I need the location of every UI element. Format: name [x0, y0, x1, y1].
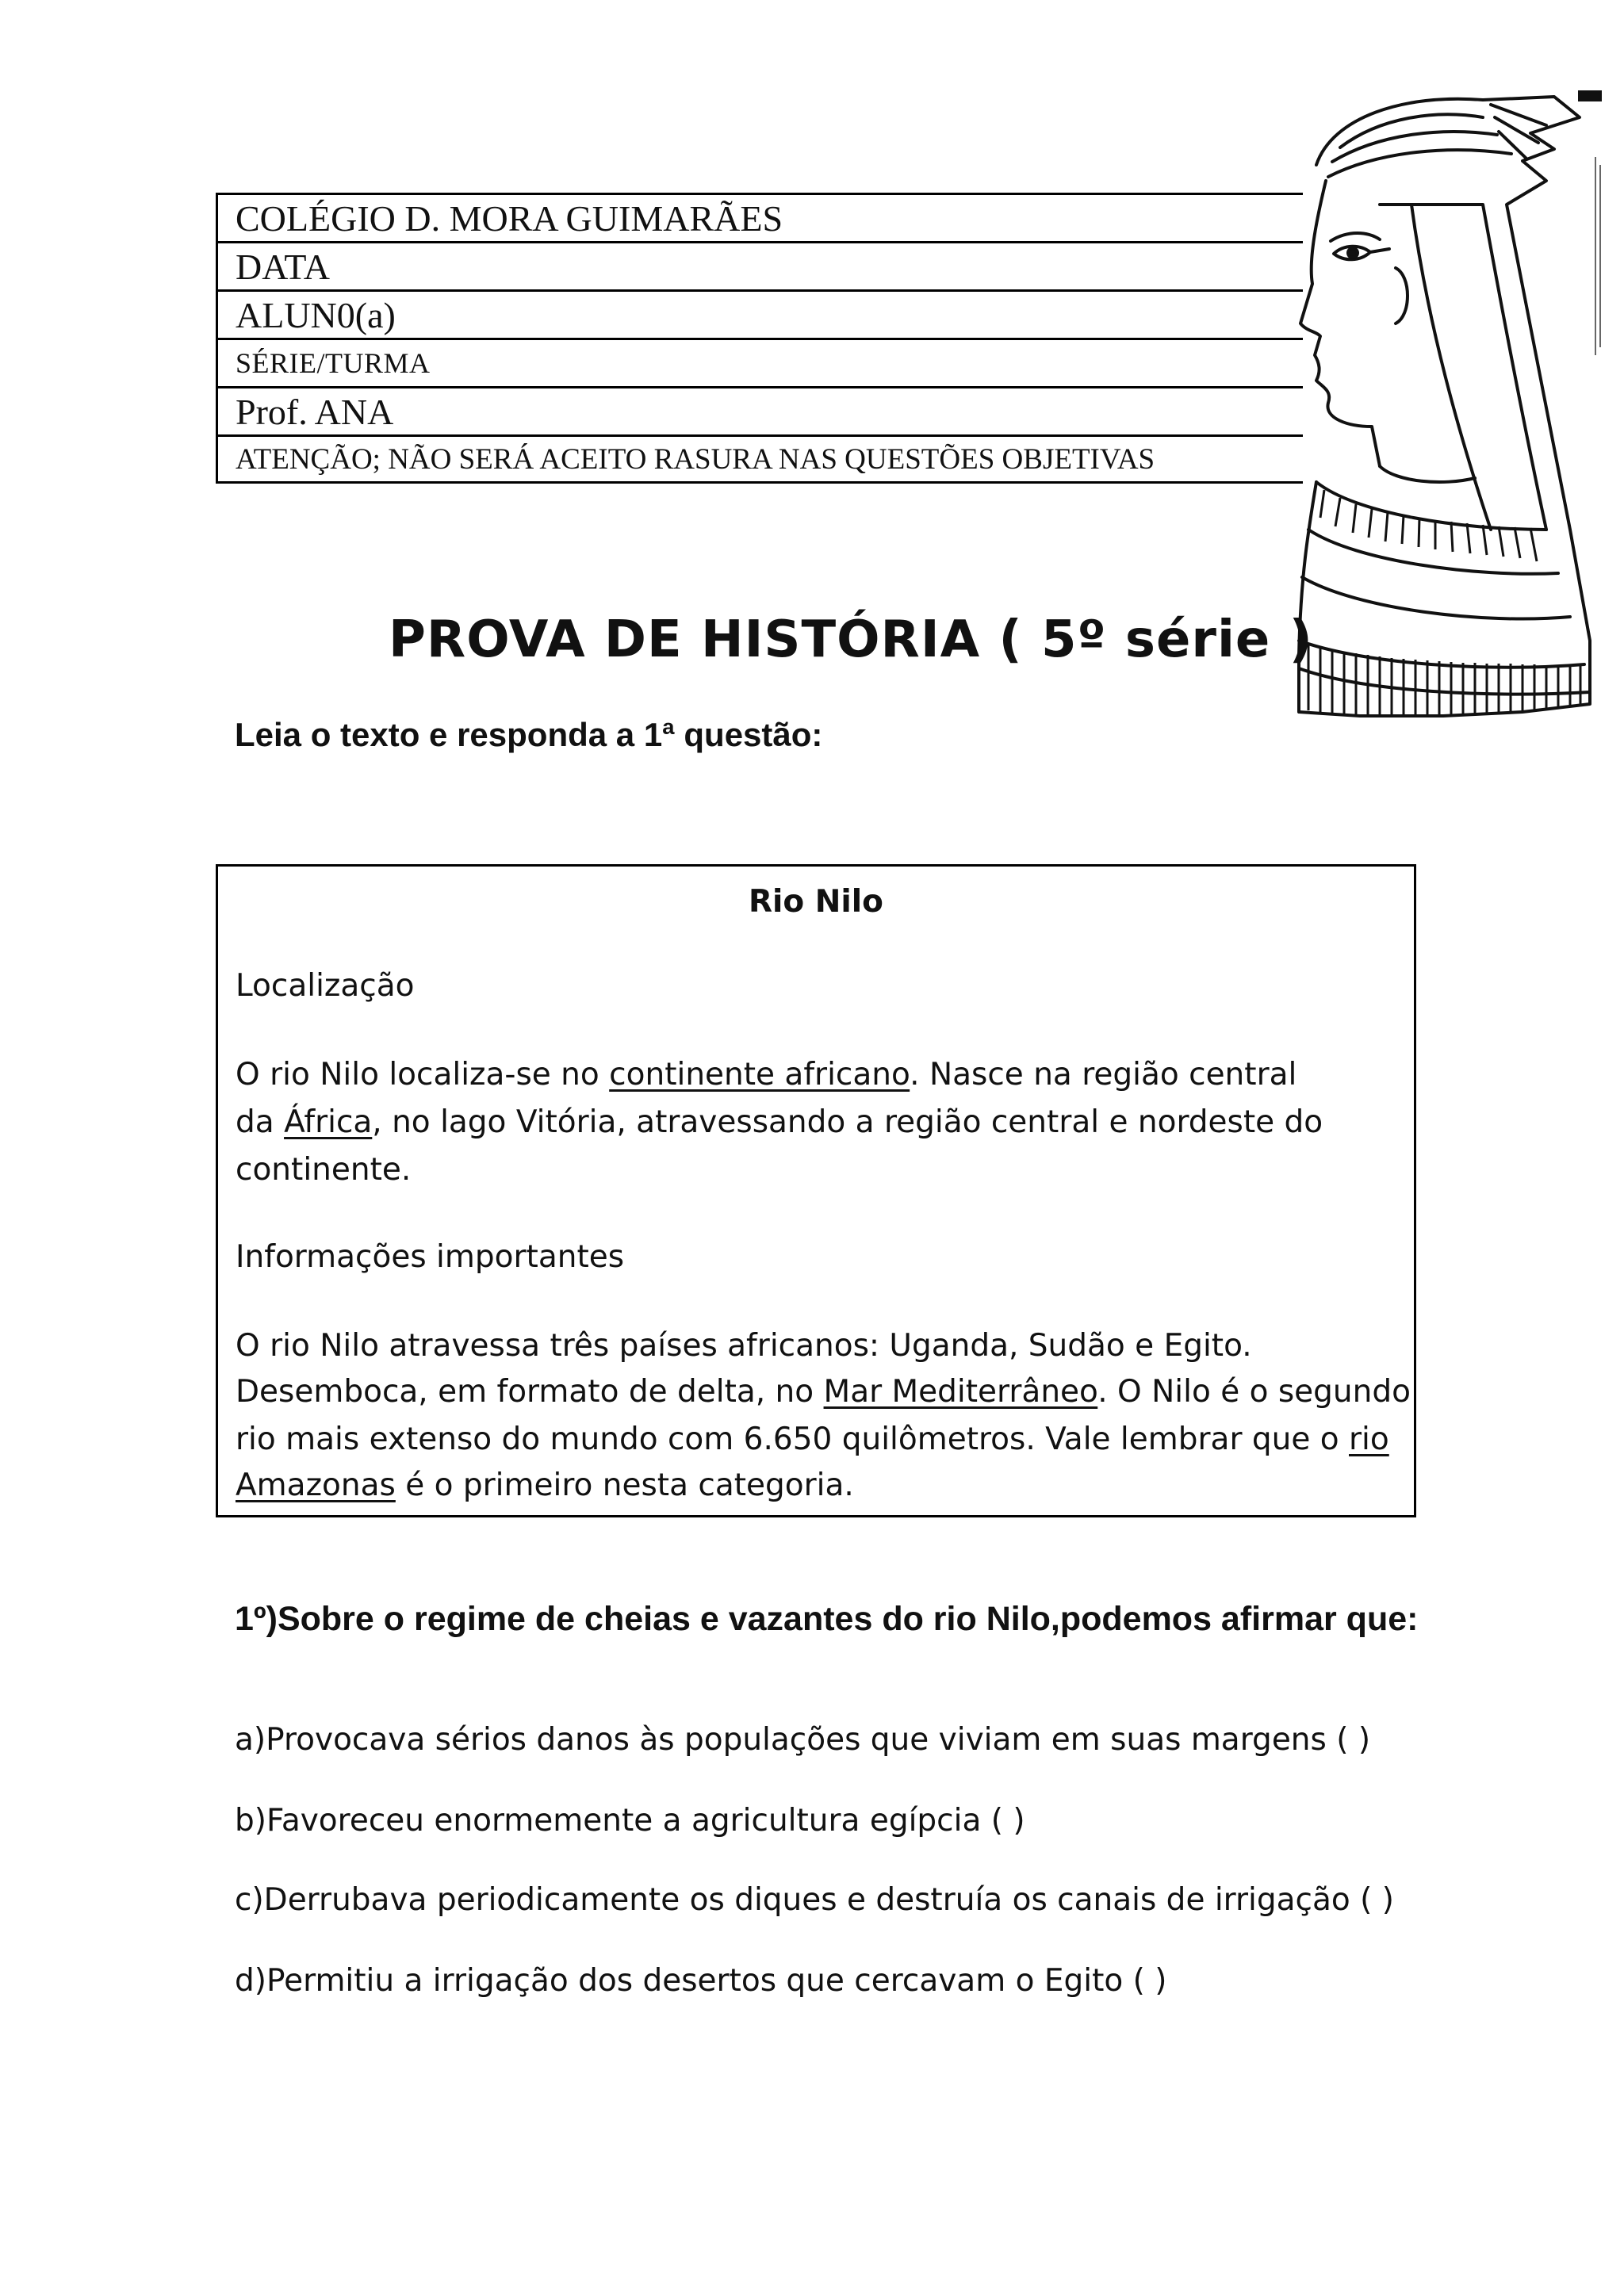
date-field: DATA	[218, 243, 1303, 292]
paragraph-2-line-2	[236, 1374, 1411, 1410]
question-1-stem: 1º)Sobre o regime de cheias e vazantes do rio Nilo,podemos afirmar que:	[235, 1600, 1419, 1638]
text-span: . O Nilo é o segundo	[1097, 1374, 1411, 1410]
section-heading-info: Informações importantes	[236, 1239, 625, 1275]
text-span: da	[236, 1104, 285, 1140]
text-span: , no lago Vitória, atravessando a região central e nordeste do	[372, 1104, 1323, 1140]
link-rio-amazonas[interactable]: rio	[1349, 1422, 1389, 1457]
paragraph-1-line-3: continente.	[236, 1152, 412, 1188]
option-d[interactable]: d)Permitiu a irrigação dos desertos que cercavam o Egito ( )	[235, 1963, 1167, 1999]
link-mar-mediterraneo[interactable]: Mar Mediterrâneo	[823, 1374, 1098, 1410]
section-heading-location: Localização	[236, 968, 415, 1004]
class-field: SÉRIE/TURMA	[218, 340, 1303, 388]
exam-title: PROVA DE HISTÓRIA ( 5º série )	[389, 610, 1313, 669]
paragraph-1-line-1	[236, 1057, 1297, 1093]
paragraph-1-line-2	[236, 1104, 1323, 1140]
reading-text-box	[216, 864, 1416, 1517]
header-table	[216, 193, 1303, 484]
text-span: . Nasce na região central	[910, 1057, 1297, 1093]
text-span: é o primeiro nesta categoria.	[395, 1468, 854, 1503]
text-span: Desemboca, em formato de delta, no	[236, 1374, 824, 1410]
link-rio-amazonas[interactable]: Amazonas	[236, 1468, 396, 1503]
text-span: O rio Nilo localiza-se no	[236, 1057, 610, 1093]
teacher-field: Prof. ANA	[218, 388, 1303, 437]
warning-text: ATENÇÃO; NÃO SERÁ ACEITO RASURA NAS QUESTÕES OBJETIVAS	[218, 437, 1303, 484]
text-span: rio mais extenso do mundo com 6.650 quilômetros. Vale lembrar que o	[236, 1422, 1349, 1457]
paragraph-2-line-4	[236, 1468, 854, 1503]
egyptian-woman-illustration	[1285, 86, 1606, 766]
student-field: ALUN0(a)	[218, 292, 1303, 340]
link-continente-africano[interactable]: continente africano	[609, 1057, 910, 1093]
option-c[interactable]: c)Derrubava periodicamente os diques e destruía os canais de irrigação ( )	[235, 1882, 1394, 1918]
instruction: Leia o texto e responda a 1ª questão:	[235, 716, 823, 753]
link-africa[interactable]: África	[284, 1104, 373, 1140]
school-name: COLÉGIO D. MORA GUIMARÃES	[218, 195, 1303, 243]
option-a[interactable]: a)Provocava sérios danos às populações que viviam em suas margens ( )	[235, 1722, 1371, 1758]
option-b[interactable]: b)Favoreceu enormemente a agricultura egípcia ( )	[235, 1803, 1025, 1839]
paragraph-2-line-1: O rio Nilo atravessa três países africanos: Uganda, Sudão e Egito.	[236, 1328, 1252, 1364]
paragraph-2-line-3	[236, 1422, 1389, 1457]
text-title: Rio Nilo	[749, 884, 883, 920]
